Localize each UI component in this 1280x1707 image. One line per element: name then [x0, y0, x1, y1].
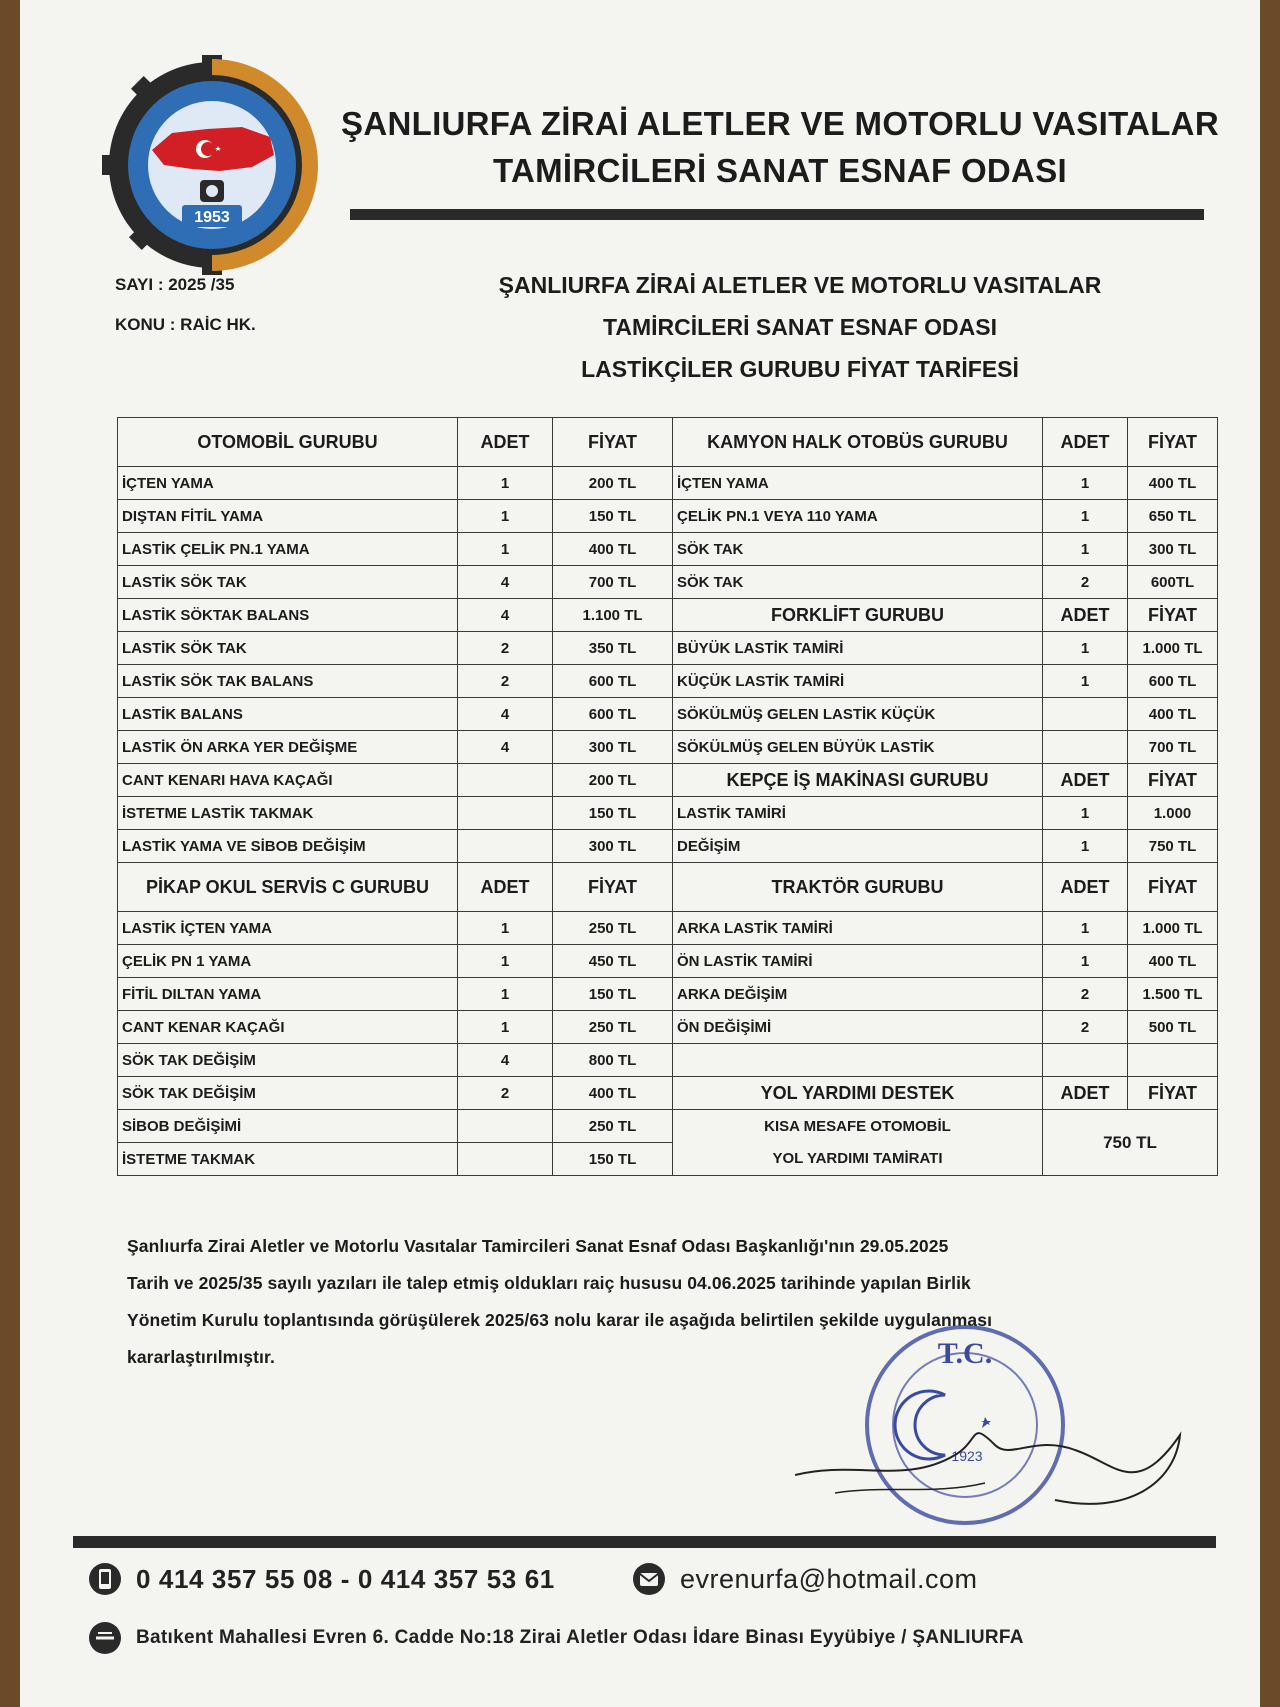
table-cell-item: FİTİL DILTAN YAMA	[118, 978, 458, 1011]
footer-address	[88, 1621, 1024, 1655]
table-cell-price: FİYAT	[1128, 863, 1218, 912]
table-cell-item: LASTİK BALANS	[118, 698, 458, 731]
table-cell-qty: 4	[458, 731, 553, 764]
table-cell-qty: 1	[1043, 945, 1128, 978]
footer-phone	[88, 1562, 555, 1596]
table-cell-qty: 4	[458, 566, 553, 599]
table-row	[118, 632, 1218, 665]
table-cell-price: 400 TL	[1128, 945, 1218, 978]
table-cell-qty: 1	[1043, 797, 1128, 830]
table-cell-qty: 1	[1043, 830, 1128, 863]
table-cell-price: 400 TL	[553, 533, 673, 566]
table-cell-item: SÖK TAK	[673, 566, 1043, 599]
table-cell-price: 1.000 TL	[1128, 912, 1218, 945]
chamber-logo	[102, 55, 322, 275]
table-cell-price: 650 TL	[1128, 500, 1218, 533]
table-cell-qty	[1043, 1044, 1128, 1077]
logo-year: 1953	[194, 209, 230, 226]
table-cell-item: KEPÇE İŞ MAKİNASI GURUBU	[673, 764, 1043, 797]
table-cell-roadside-desc	[673, 1110, 1043, 1176]
table-cell-qty: ADET	[458, 418, 553, 467]
table-cell-price: FİYAT	[1128, 599, 1218, 632]
table-cell-price: 400 TL	[1128, 467, 1218, 500]
table-cell-item: LASTİK SÖK TAK	[118, 566, 458, 599]
table-cell-price: FİYAT	[1128, 418, 1218, 467]
table-row	[118, 1110, 1218, 1143]
table-cell-qty: 1	[458, 467, 553, 500]
table-row	[118, 830, 1218, 863]
table-cell-item: ÇELİK PN 1 YAMA	[118, 945, 458, 978]
tariff-title-line2: TAMİRCİLERİ SANAT ESNAF ODASI	[603, 314, 997, 340]
table-cell-item: SÖK TAK	[673, 533, 1043, 566]
table-cell-item: OTOMOBİL GURUBU	[118, 418, 458, 467]
table-cell-qty: 2	[1043, 978, 1128, 1011]
table-cell-price: 300 TL	[553, 731, 673, 764]
table-cell-price: 1.100 TL	[553, 599, 673, 632]
table-cell-price: 150 TL	[553, 1143, 673, 1176]
table-cell-price: 500 TL	[1128, 1011, 1218, 1044]
table-cell-item: LASTİK ÖN ARKA YER DEĞİŞME	[118, 731, 458, 764]
table-cell-price: 1.500 TL	[1128, 978, 1218, 1011]
table-cell-qty: ADET	[1043, 599, 1128, 632]
table-cell-item: KÜÇÜK LASTİK TAMİRİ	[673, 665, 1043, 698]
table-cell-item: SİBOB DEĞİŞİMİ	[118, 1110, 458, 1143]
table-cell-price: 1.000	[1128, 797, 1218, 830]
table-row	[118, 978, 1218, 1011]
header-title-line1: ŞANLIURFA ZİRAİ ALETLER VE MOTORLU VASITALAR	[341, 105, 1219, 142]
table-cell-qty: 1	[1043, 533, 1128, 566]
table-cell-item: ÇELİK PN.1 VEYA 110 YAMA	[673, 500, 1043, 533]
meta-konu: KONU : RAİC HK.	[115, 315, 256, 334]
table-cell-qty: 2	[458, 1077, 553, 1110]
table-row	[118, 945, 1218, 978]
table-cell-price: 400 TL	[553, 1077, 673, 1110]
table-cell-price: 200 TL	[553, 764, 673, 797]
table-cell-qty: 1	[458, 1011, 553, 1044]
table-cell-qty: 1	[458, 912, 553, 945]
price-table	[117, 417, 1218, 1176]
table-cell-price: FİYAT	[1128, 1077, 1218, 1110]
table-cell-qty: ADET	[1043, 764, 1128, 797]
table-row	[118, 500, 1218, 533]
table-cell-qty	[458, 830, 553, 863]
phone-numbers[interactable]: 0 414 357 55 08 - 0 414 357 53 61	[136, 1563, 555, 1594]
table-row	[118, 797, 1218, 830]
table-cell-price: 250 TL	[553, 1110, 673, 1143]
decision-line1: Şanlıurfa Zirai Aletler ve Motorlu Vasıtalar Tamircileri Sanat Esnaf Odası Başkanlığı'nın 29.05.2025	[127, 1236, 949, 1256]
table-row	[118, 467, 1218, 500]
table-row	[118, 599, 1218, 632]
table-cell-item: ÖN LASTİK TAMİRİ	[673, 945, 1043, 978]
table-cell-qty	[458, 764, 553, 797]
table-cell-price: 250 TL	[553, 912, 673, 945]
table-cell-qty: ADET	[1043, 1077, 1128, 1110]
location-icon	[88, 1621, 122, 1655]
table-cell-item: İSTETME LASTİK TAKMAK	[118, 797, 458, 830]
table-cell-item: SÖK TAK DEĞİŞİM	[118, 1077, 458, 1110]
table-cell-price: 700 TL	[1128, 731, 1218, 764]
table-cell-price: 300 TL	[1128, 533, 1218, 566]
decision-line2: Tarih ve 2025/35 sayılı yazıları ile talep etmiş oldukları raiç hususu 04.06.2025 tarihinde yapılan Birlik	[127, 1273, 971, 1293]
tariff-title	[440, 264, 1160, 390]
table-cell-item: LASTİK YAMA VE SİBOB DEĞİŞİM	[118, 830, 458, 863]
table-cell-qty: 1	[1043, 467, 1128, 500]
table-cell-price: 400 TL	[1128, 698, 1218, 731]
email-address[interactable]: evrenurfa@hotmail.com	[680, 1563, 978, 1594]
table-cell-price: 800 TL	[553, 1044, 673, 1077]
table-cell-qty: 2	[1043, 1011, 1128, 1044]
table-cell-price: 600TL	[1128, 566, 1218, 599]
table-cell-item: SÖKÜLMÜŞ GELEN BÜYÜK LASTİK	[673, 731, 1043, 764]
table-cell-item	[673, 1044, 1043, 1077]
table-cell-item: PİKAP OKUL SERVİS C GURUBU	[118, 863, 458, 912]
table-cell-item: DEĞİŞİM	[673, 830, 1043, 863]
table-cell-item: CANT KENAR KAÇAĞI	[118, 1011, 458, 1044]
table-cell-qty: 4	[458, 698, 553, 731]
phone-icon	[88, 1562, 122, 1596]
table-row	[118, 863, 1218, 912]
table-cell-item: LASTİK TAMİRİ	[673, 797, 1043, 830]
tariff-title-line3: LASTİKÇİLER GURUBU FİYAT TARİFESİ	[581, 356, 1019, 382]
table-cell-item: CANT KENARI HAVA KAÇAĞI	[118, 764, 458, 797]
table-cell-price: 700 TL	[553, 566, 673, 599]
table-cell-qty	[458, 1110, 553, 1143]
table-cell-price: 600 TL	[1128, 665, 1218, 698]
table-cell-item: LASTİK SÖK TAK BALANS	[118, 665, 458, 698]
table-row	[118, 418, 1218, 467]
table-cell-price: 1.000 TL	[1128, 632, 1218, 665]
table-cell-price: 450 TL	[553, 945, 673, 978]
table-cell-qty: 2	[1043, 566, 1128, 599]
table-cell-price: 150 TL	[553, 978, 673, 1011]
table-cell-price: 150 TL	[553, 797, 673, 830]
table-cell-item: LASTİK SÖKTAK BALANS	[118, 599, 458, 632]
table-cell-qty: 4	[458, 1044, 553, 1077]
table-cell-qty: 1	[458, 533, 553, 566]
table-cell-price: 250 TL	[553, 1011, 673, 1044]
table-cell-qty	[458, 1143, 553, 1176]
table-cell-item: SÖK TAK DEĞİŞİM	[118, 1044, 458, 1077]
table-cell-price: 150 TL	[553, 500, 673, 533]
table-cell-roadside-price: 750 TL	[1043, 1110, 1218, 1176]
table-cell-price: 600 TL	[553, 698, 673, 731]
table-cell-price	[1128, 1044, 1218, 1077]
table-cell-item: LASTİK ÇELİK PN.1 YAMA	[118, 533, 458, 566]
mail-icon	[632, 1562, 666, 1596]
table-row	[118, 764, 1218, 797]
table-cell-item: FORKLİFT GURUBU	[673, 599, 1043, 632]
decision-line4: kararlaştırılmıştır.	[127, 1347, 275, 1367]
table-row	[118, 1077, 1218, 1110]
footer-rule	[73, 1536, 1216, 1548]
table-row	[118, 1011, 1218, 1044]
header-title	[330, 100, 1230, 194]
table-cell-qty: ADET	[1043, 863, 1128, 912]
meta-sayi: SAYI : 2025 /35	[115, 275, 235, 294]
table-cell-qty	[1043, 698, 1128, 731]
table-cell-item: BÜYÜK LASTİK TAMİRİ	[673, 632, 1043, 665]
table-cell-qty: 1	[458, 978, 553, 1011]
table-cell-qty: 1	[458, 500, 553, 533]
table-cell-item: YOL YARDIMI DESTEK	[673, 1077, 1043, 1110]
table-cell-item: DIŞTAN FİTİL YAMA	[118, 500, 458, 533]
table-cell-qty: 2	[458, 665, 553, 698]
table-cell-qty: 1	[1043, 500, 1128, 533]
table-cell-qty	[1043, 731, 1128, 764]
table-cell-qty: 2	[458, 632, 553, 665]
table-cell-price: FİYAT	[1128, 764, 1218, 797]
table-cell-qty: ADET	[458, 863, 553, 912]
table-row	[118, 533, 1218, 566]
decision-line3: Yönetim Kurulu toplantısında görüşülerek 2025/63 nolu karar ile aşağıda belirtilen şekilde uygulanması	[127, 1310, 993, 1330]
table-cell-price: FİYAT	[553, 418, 673, 467]
table-cell-item: İSTETME TAKMAK	[118, 1143, 458, 1176]
table-cell-price: FİYAT	[553, 863, 673, 912]
table-cell-qty: 1	[1043, 632, 1128, 665]
table-row	[118, 731, 1218, 764]
address-text: Batıkent Mahallesi Evren 6. Cadde No:18 Zirai Aletler Odası İdare Binası Eyyübiye / ŞANLIURFA	[136, 1627, 1024, 1648]
header-rule	[350, 209, 1204, 220]
table-cell-item: ARKA DEĞİŞİM	[673, 978, 1043, 1011]
table-cell-price: 200 TL	[553, 467, 673, 500]
table-cell-item: ÖN DEĞİŞİMİ	[673, 1011, 1043, 1044]
table-cell-price: 600 TL	[553, 665, 673, 698]
stamp-top-text: T.C.	[937, 1337, 993, 1370]
official-stamp	[795, 1325, 1195, 1545]
table-cell-item: LASTİK İÇTEN YAMA	[118, 912, 458, 945]
table-cell-qty: 4	[458, 599, 553, 632]
footer-email	[632, 1562, 978, 1596]
table-cell-price: 300 TL	[553, 830, 673, 863]
table-cell-qty: 1	[1043, 912, 1128, 945]
table-cell-price: 750 TL	[1128, 830, 1218, 863]
table-row	[118, 698, 1218, 731]
table-cell-item: KAMYON HALK OTOBÜS GURUBU	[673, 418, 1043, 467]
table-cell-qty: 1	[1043, 665, 1128, 698]
header-title-line2: TAMİRCİLERİ SANAT ESNAF ODASI	[493, 152, 1067, 189]
table-cell-qty: 1	[458, 945, 553, 978]
roadside-desc-line1: KISA MESAFE OTOMOBİL	[764, 1117, 951, 1135]
table-cell-item: LASTİK SÖK TAK	[118, 632, 458, 665]
roadside-desc-line2: YOL YARDIMI TAMİRATI	[772, 1149, 943, 1167]
table-cell-item: SÖKÜLMÜŞ GELEN LASTİK KÜÇÜK	[673, 698, 1043, 731]
table-cell-item: İÇTEN YAMA	[673, 467, 1043, 500]
table-cell-item: TRAKTÖR GURUBU	[673, 863, 1043, 912]
table-cell-qty: ADET	[1043, 418, 1128, 467]
table-cell-price: 350 TL	[553, 632, 673, 665]
tariff-title-line1: ŞANLIURFA ZİRAİ ALETLER VE MOTORLU VASITALAR	[498, 272, 1102, 298]
table-cell-item: İÇTEN YAMA	[118, 467, 458, 500]
table-row	[118, 912, 1218, 945]
table-row	[118, 1044, 1218, 1077]
table-cell-item: ARKA LASTİK TAMİRİ	[673, 912, 1043, 945]
table-row	[118, 665, 1218, 698]
stamp-year: 1923	[951, 1448, 983, 1464]
table-row	[118, 566, 1218, 599]
table-cell-qty	[458, 797, 553, 830]
